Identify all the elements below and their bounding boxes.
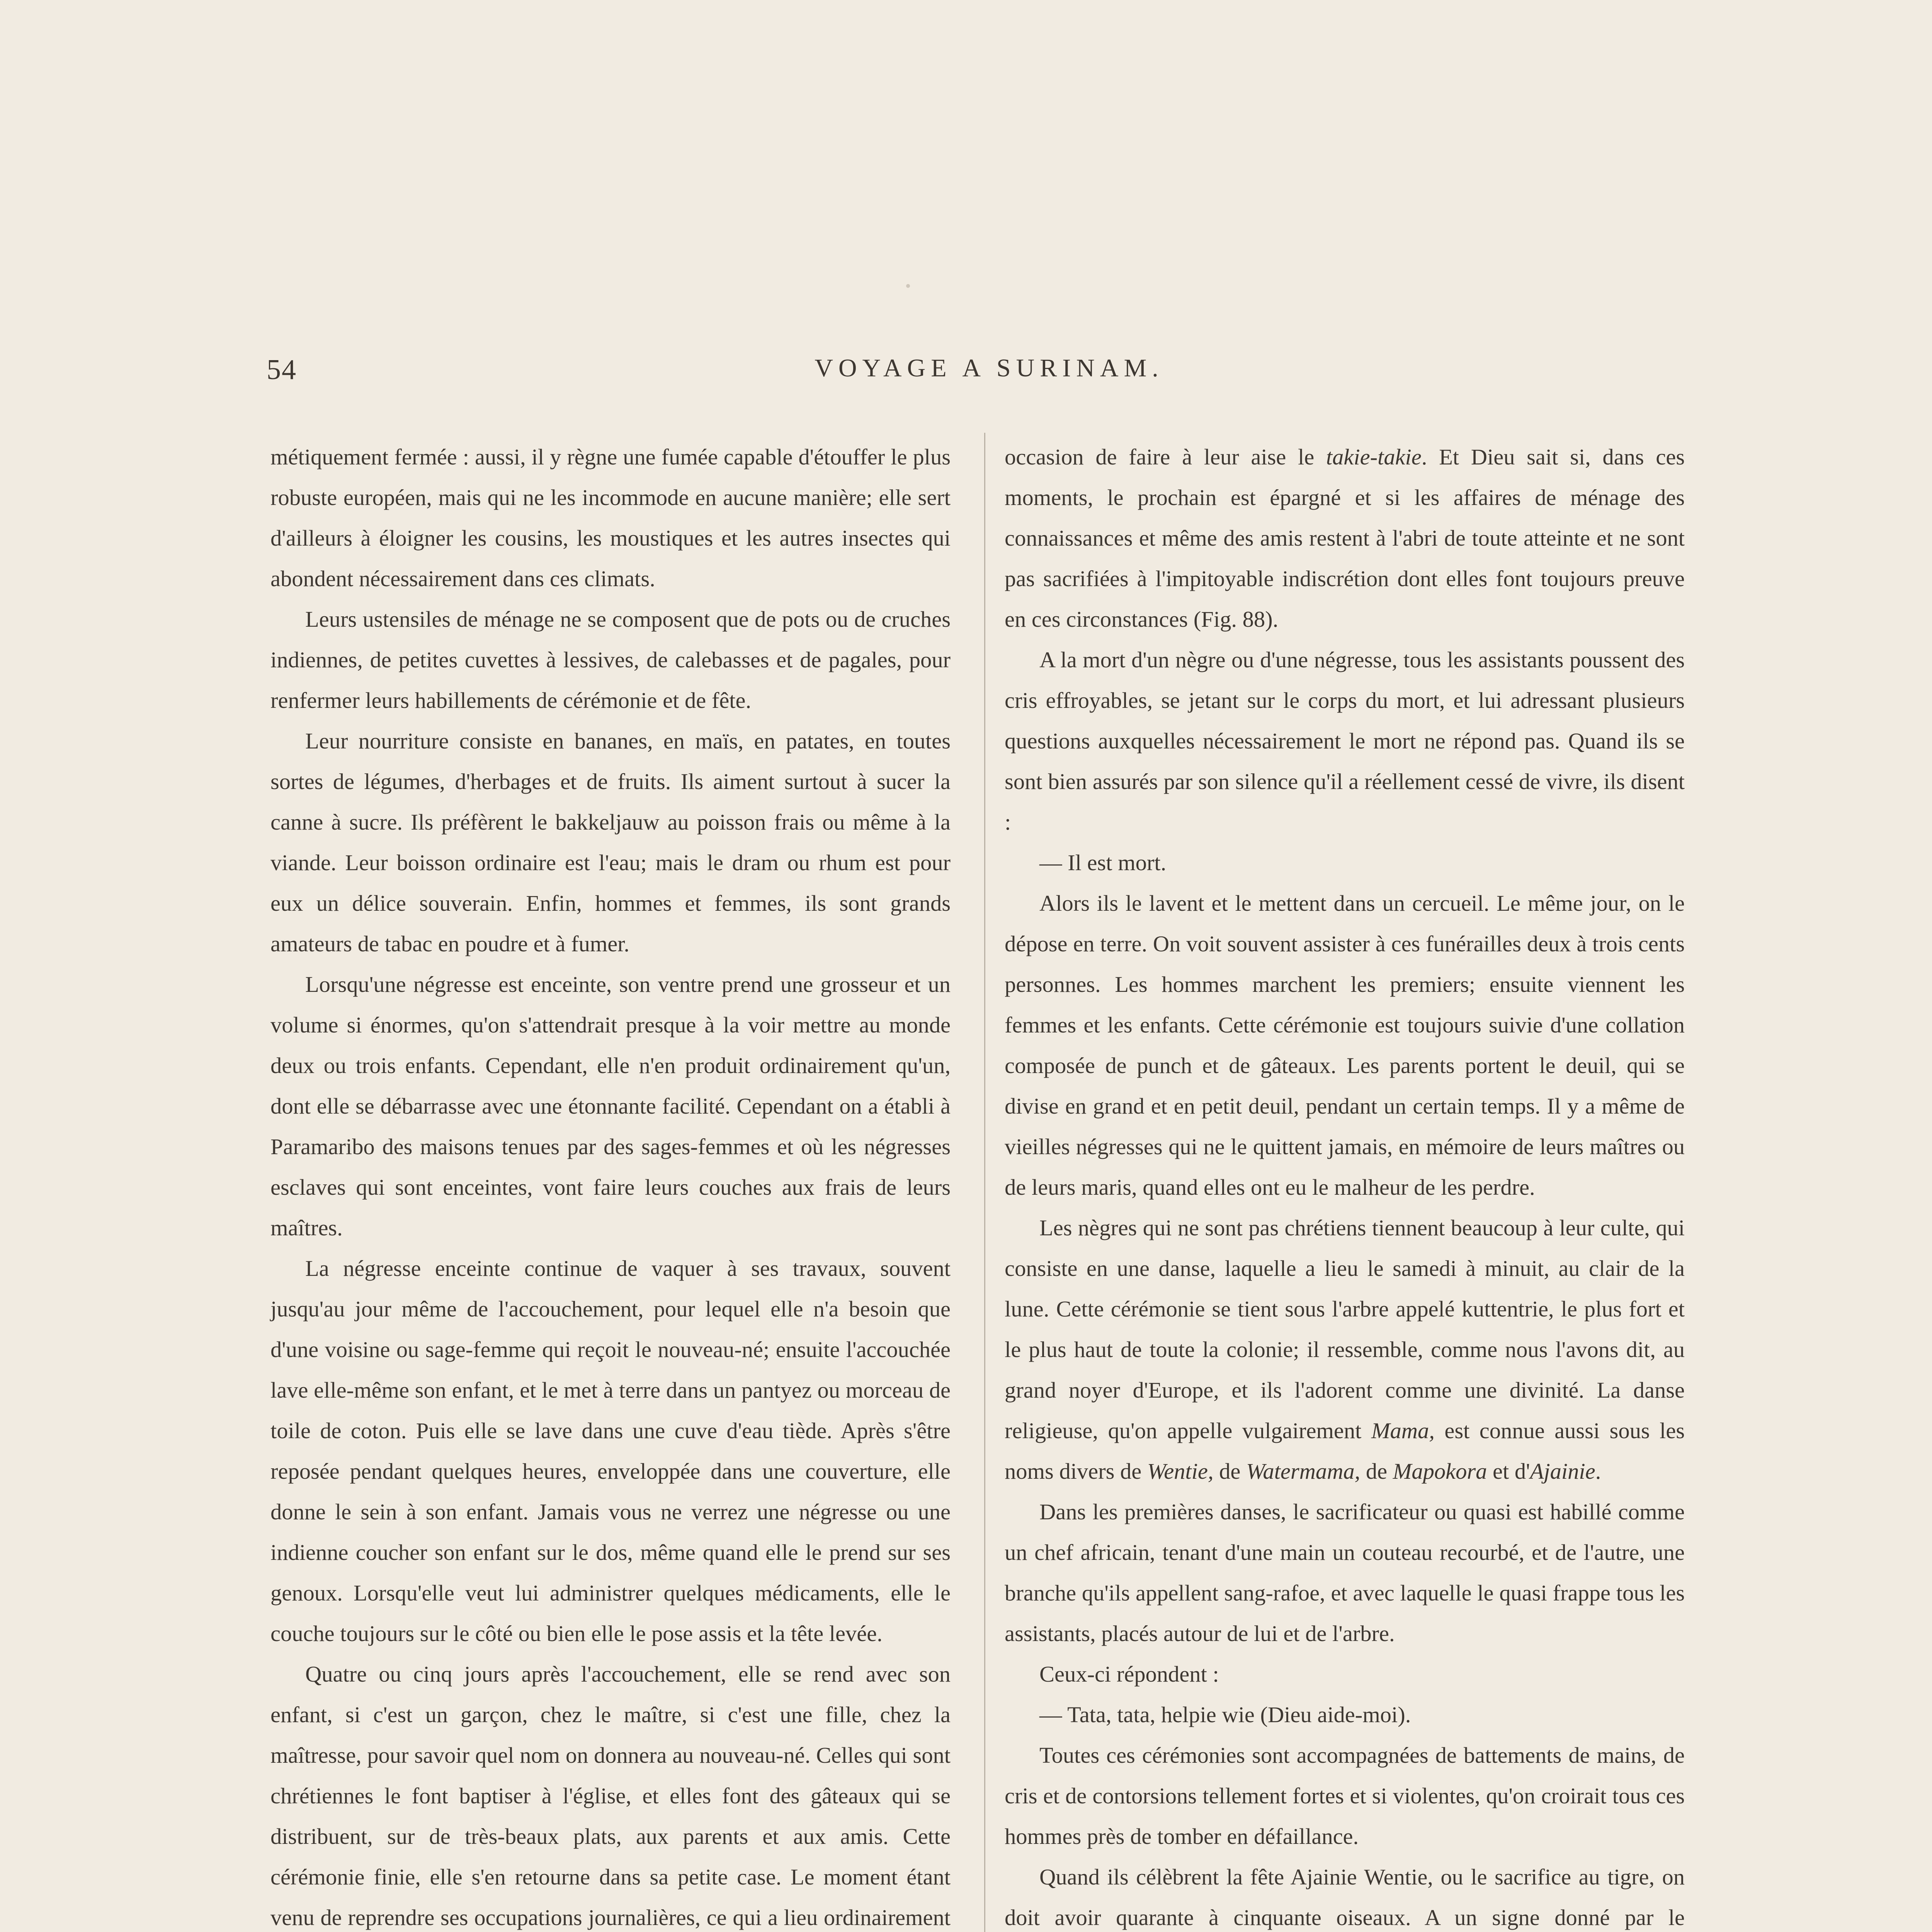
- paragraph: Toutes ces cérémonies sont accompagnées de battements de mains, de cris et de contorsions tellement fortes et si violentes, qu'on croirait tous ces hommes près de tomber en défaillance.: [1005, 1743, 1685, 1849]
- page-number: 54: [267, 354, 297, 386]
- paragraph: [1005, 1208, 1685, 1492]
- paragraph: métiquement fermée : aussi, il y règne une fumée capable d'étouffer le plus robuste européen, mais qui ne les incommode en aucune manière; elle sert d'ailleurs à éloigner les cousins, les moustiques et les autres insectes qui abondent nécessairement dans ces climats.: [270, 444, 951, 591]
- column-divider: [984, 433, 985, 1932]
- right-column: [1005, 437, 1685, 1932]
- text-run: de: [1360, 1459, 1393, 1484]
- paragraph: Lorsqu'une négresse est enceinte, son ventre prend une grosseur et un volume si énormes, qu'on s'attendrait presque à la voir mettre au monde deux ou trois enfants. Cependant, elle n'en produit ordinairement qu'un, dont elle se débarrasse avec une étonnante facilité. Cependant on a établi à Paramaribo des maisons tenues par des sages-femmes et où les négresses esclaves qui sont enceintes, vont faire leurs couches aux frais de leurs maîtres.: [270, 972, 951, 1240]
- paragraph: Dans les premières danses, le sacrificateur ou quasi est habillé comme un chef africain, tenant d'une main un couteau recourbé, et de l'autre, une branche qu'ils appellent sang-rafoe, et avec laquelle le quasi frappe tous les assistants, placés autour de lui et de l'arbre.: [1005, 1499, 1685, 1646]
- text-run: . Et Dieu sait si, dans ces moments, le prochain est épargné et si les affaires de ménage des connaissances et même des amis restent à l'abri de toute atteinte et ne sont pas sacrifiées à l'impitoyable indiscrétion dont elles font toujours preuve en ces circonstances (Fig. 88).: [1005, 444, 1685, 632]
- italic-term: Mama,: [1371, 1418, 1435, 1443]
- text-run: est connue aussi sous les noms divers de: [1005, 1418, 1685, 1484]
- text-run: occasion de faire à leur aise le: [1005, 444, 1326, 469]
- italic-term: Mapokora: [1393, 1459, 1487, 1484]
- italic-term: Watermama,: [1246, 1459, 1361, 1484]
- left-column: [270, 437, 951, 1932]
- paper-speck: [906, 284, 910, 288]
- paragraph: Leurs ustensiles de ménage ne se composent que de pots ou de cruches indiennes, de petites cuvettes à lessives, de calebasses et de pagales, pour renfermer leurs habillements de cérémonie et de fête.: [270, 607, 951, 713]
- running-title: VOYAGE A SURINAM.: [815, 354, 1164, 382]
- paragraph: A la mort d'un nègre ou d'une négresse, tous les assistants poussent des cris effroyables, se jetant sur le corps du mort, et lui adressant plusieurs questions auxquelles nécessairement le mort ne répond pas. Quand ils se sont bien assurés par son silence qu'il a réellement cessé de vivre, ils disent :: [1005, 647, 1685, 835]
- italic-term: takie-takie: [1326, 444, 1422, 469]
- paragraph: [1005, 437, 1685, 639]
- paragraph: Quand ils célèbrent la fête Ajainie Wentie, ou le sacrifice au tigre, on doit avoir quarante à cinquante oiseaux. A un signe donné par le: [1005, 1864, 1685, 1930]
- text-run: Les nègres qui ne sont pas chrétiens tiennent beaucoup à leur culte, qui consiste en une danse, laquelle a lieu le samedi à minuit, au clair de la lune. Cette cérémonie se tient sous l'arbre appelé kuttentrie, le plus fort et le plus haut de toute la colonie; il ressemble, comme nous l'avons dit, au grand noyer d'Europe, et ils l'adorent comme une divinité. La danse religieuse, qu'on appelle vulgairement: [1005, 1215, 1685, 1443]
- paragraph: Quatre ou cinq jours après l'accouchement, elle se rend avec son enfant, si c'est un garçon, chez le maître, si c'est une fille, chez la maîtresse, pour savoir quel nom on donnera au nouveau-né. Celles qui sont chrétiennes le font baptiser à l'église, et elles font des gâteaux qui se distribuent, sur de très-beaux plats, aux parents et aux amis. Cette cérémonie finie, elle s'en retourne dans sa petite case. Le moment étant venu de reprendre ses occupations journalières, ce qui a lieu ordinairement: [270, 1662, 951, 1930]
- italic-term: Wentie,: [1147, 1459, 1214, 1484]
- dialogue-line: — Tata, tata, helpie wie (Dieu aide-moi).: [1039, 1702, 1411, 1727]
- paragraph: La négresse enceinte continue de vaquer à ses travaux, souvent jusqu'au jour même de l'accouchement, pour lequel elle n'a besoin que d'une voisine ou sage-femme qui reçoit le nouveau-né; ensuite l'accouchée lave elle-même son enfant, et le met à terre dans un pantyez ou morceau de toile de coton. Puis elle se lave dans une cuve d'eau tiède. Après s'être reposée pendant quelques heures, enveloppée dans une couverture, elle donne le sein à son enfant. Jamais vous ne verrez une négresse ou une indienne coucher son enfant sur le dos, même quand elle le prend sur ses genoux. Lorsqu'elle veut lui administrer quelques médicaments, elle le couche toujours sur le côté ou bien elle le pose assis et la tête levée.: [270, 1256, 951, 1646]
- text-run: de: [1213, 1459, 1246, 1484]
- dialogue-line: — Il est mort.: [1039, 850, 1167, 875]
- italic-term: Ajainie: [1530, 1459, 1595, 1484]
- text-run: et d': [1487, 1459, 1530, 1484]
- page-header: [0, 354, 1932, 384]
- paragraph: Leur nourriture consiste en bananes, en maïs, en patates, en toutes sortes de légumes, d'herbages et de fruits. Ils aiment surtout à sucer la canne à sucre. Ils préfèrent le bakkeljauw au poisson frais ou même à la viande. Leur boisson ordinaire est l'eau; mais le dram ou rhum est pour eux un délice souverain. Enfin, hommes et femmes, ils sont grands amateurs de tabac en poudre et à fumer.: [270, 728, 951, 956]
- text-run: .: [1595, 1459, 1601, 1484]
- paragraph: Alors ils le lavent et le mettent dans un cercueil. Le même jour, on le dépose en terre. On voit souvent assister à ces funérailles deux à trois cents personnes. Les hommes marchent les premiers; ensuite viennent les femmes et les enfants. Cette cérémonie est toujours suivie d'une collation composée de punch et de gâteaux. Les parents portent le deuil, qui se divise en grand et en petit deuil, pendant un certain temps. Il y a même de vieilles négresses qui ne le quittent jamais, en mémoire de leurs maîtres ou de leurs maris, quand elles ont eu le malheur de les perdre.: [1005, 891, 1685, 1200]
- paragraph: Ceux-ci répondent :: [1039, 1662, 1219, 1687]
